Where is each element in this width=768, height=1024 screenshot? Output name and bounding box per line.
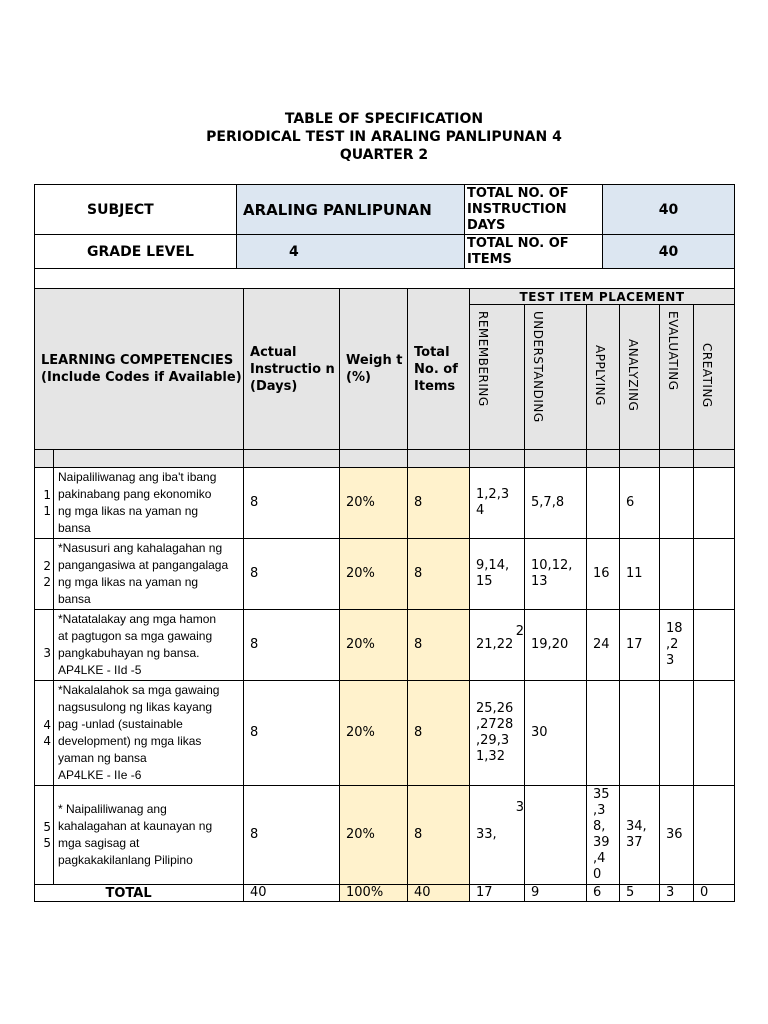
doc-subtitle: PERIODICAL TEST IN ARALING PANLIPUNAN 4 bbox=[206, 129, 562, 145]
weight-cell: 20% bbox=[340, 539, 408, 610]
competency-line: bansa bbox=[58, 521, 91, 535]
competency-line: mga sagisag at bbox=[58, 836, 140, 850]
analyzing-cell: 17 bbox=[620, 610, 660, 681]
understanding-cell: 30 bbox=[525, 681, 587, 786]
row-number-top: 2 bbox=[43, 559, 51, 573]
applying-cell bbox=[587, 468, 620, 539]
competency-line: bansa bbox=[58, 592, 91, 606]
days-cell: 8 bbox=[244, 681, 340, 786]
competency-line: *Nakalalahok sa mga gawaing bbox=[58, 683, 220, 697]
competency-text bbox=[54, 539, 244, 610]
creating-cell bbox=[694, 468, 735, 539]
evaluating-cell: 36 bbox=[660, 786, 694, 885]
row-number-bottom: 3 bbox=[43, 646, 51, 660]
competency-line: development) ng mga likas bbox=[58, 734, 202, 748]
days-label: TOTAL NO. OF INSTRUCTION DAYS bbox=[465, 185, 603, 235]
spec-table bbox=[34, 288, 735, 902]
evaluating-cell bbox=[660, 539, 694, 610]
applying-cell: 35 ,3 8, 39 ,4 0 bbox=[587, 786, 620, 885]
remembering-overflow: 3 bbox=[515, 800, 525, 815]
evaluating-label: EVALUATING bbox=[666, 311, 681, 391]
total-applying: 6 bbox=[587, 885, 620, 902]
creating-header bbox=[694, 305, 735, 450]
row-number-bottom: 2 bbox=[43, 575, 51, 589]
evaluating-header bbox=[660, 305, 694, 450]
evaluating-cell bbox=[660, 681, 694, 786]
applying-cell: 16 bbox=[587, 539, 620, 610]
understanding-header bbox=[525, 305, 587, 450]
total-label: TOTAL bbox=[54, 885, 244, 902]
row-number-top: 4 bbox=[43, 718, 51, 732]
competency-text bbox=[54, 786, 244, 885]
competency-line: * Naipaliliwanag ang bbox=[58, 802, 167, 816]
remembering-cell bbox=[470, 468, 525, 539]
weight-header: Weigh t (%) bbox=[340, 289, 408, 450]
row-number-top bbox=[35, 629, 51, 645]
items-cell: 8 bbox=[408, 786, 470, 885]
days-cell: 8 bbox=[244, 610, 340, 681]
remembering-items: 25,26 ,2728 ,29,3 1,32 bbox=[476, 701, 514, 764]
competency-line: ng mga likas na yaman ng bbox=[58, 504, 199, 518]
days-header: Actual Instructio n (Days) bbox=[244, 289, 340, 450]
competency-line: pangangasiwa at pangangalaga bbox=[58, 558, 229, 572]
competency-text bbox=[54, 468, 244, 539]
competency-line: kahalagahan at kaunayan ng bbox=[58, 819, 213, 833]
applying-cell: 24 bbox=[587, 610, 620, 681]
total-remembering: 17 bbox=[470, 885, 525, 902]
row-number bbox=[35, 539, 54, 610]
understanding-cell: 5,7,8 bbox=[525, 468, 587, 539]
subject-label: SUBJECT bbox=[35, 185, 237, 235]
items-cell: 8 bbox=[408, 539, 470, 610]
days-value: 40 bbox=[603, 185, 735, 235]
remembering-cell bbox=[470, 539, 525, 610]
analyzing-cell: 6 bbox=[620, 468, 660, 539]
competency-line: ng mga likas na yaman ng bbox=[58, 575, 199, 589]
competency-row bbox=[35, 468, 735, 539]
items-cell: 8 bbox=[408, 681, 470, 786]
understanding-cell: 19,20 bbox=[525, 610, 587, 681]
row-number bbox=[35, 610, 54, 681]
analyzing-cell: 34, 37 bbox=[620, 786, 660, 885]
understanding-label: UNDERSTANDING bbox=[531, 311, 546, 423]
remembering-items: 33, bbox=[476, 827, 497, 842]
items-cell: 8 bbox=[408, 468, 470, 539]
applying-label: APPLYING bbox=[593, 344, 608, 406]
remembering-cell bbox=[470, 610, 525, 681]
blank-row bbox=[35, 450, 735, 468]
evaluating-cell bbox=[660, 468, 694, 539]
row-number-bottom: 5 bbox=[43, 836, 51, 850]
remembering-items: 1,2,3 4 bbox=[476, 487, 510, 518]
grade-value: 4 bbox=[237, 235, 465, 269]
competency-line: pakinabang pang ekonomiko bbox=[58, 487, 212, 501]
applying-header bbox=[587, 305, 620, 450]
competencies-header: LEARNING COMPETENCIES (Include Codes if Available) bbox=[35, 289, 244, 450]
row-number-top: 1 bbox=[43, 488, 51, 502]
total-weight: 100% bbox=[340, 885, 408, 902]
analyzing-header bbox=[620, 305, 660, 450]
total-understanding: 9 bbox=[525, 885, 587, 902]
competency-text bbox=[54, 681, 244, 786]
remembering-overflow: 2 bbox=[515, 624, 525, 639]
analyzing-label: ANALYZING bbox=[626, 338, 641, 412]
competency-line: AP4LKE - IId -5 bbox=[58, 663, 142, 677]
competency-row bbox=[35, 681, 735, 786]
evaluating-cell: 18 ,2 3 bbox=[660, 610, 694, 681]
competency-line: pagkakakilanlang Pilipino bbox=[58, 853, 193, 867]
remembering-header bbox=[470, 305, 525, 450]
row-number-top: 5 bbox=[43, 820, 51, 834]
competency-line: pag -unlad (sustainable bbox=[58, 717, 183, 731]
row-number-bottom: 4 bbox=[43, 734, 51, 748]
analyzing-cell: 11 bbox=[620, 539, 660, 610]
days-cell: 8 bbox=[244, 468, 340, 539]
analyzing-cell bbox=[620, 681, 660, 786]
competency-row bbox=[35, 610, 735, 681]
competency-line: pangkabuhayan ng bansa. bbox=[58, 646, 200, 660]
total-evaluating: 3 bbox=[660, 885, 694, 902]
row-number-bottom: 1 bbox=[43, 504, 51, 518]
row-number bbox=[35, 786, 54, 885]
grade-label: GRADE LEVEL bbox=[35, 235, 237, 269]
info-table bbox=[34, 184, 735, 289]
items-cell: 8 bbox=[408, 610, 470, 681]
subject-value: ARALING PANLIPUNAN bbox=[237, 185, 465, 235]
weight-cell: 20% bbox=[340, 610, 408, 681]
total-analyzing: 5 bbox=[620, 885, 660, 902]
weight-cell: 20% bbox=[340, 468, 408, 539]
competency-text bbox=[54, 610, 244, 681]
row-number bbox=[35, 681, 54, 786]
competency-line: *Natatalakay ang mga hamon bbox=[58, 612, 217, 626]
items-label: TOTAL NO. OF ITEMS bbox=[465, 235, 603, 269]
total-items: 40 bbox=[408, 885, 470, 902]
weight-cell: 20% bbox=[340, 681, 408, 786]
creating-label: CREATING bbox=[700, 342, 715, 408]
days-cell: 8 bbox=[244, 786, 340, 885]
remembering-cell bbox=[470, 681, 525, 786]
placement-header: TEST ITEM PLACEMENT bbox=[470, 289, 735, 305]
spacer-row bbox=[35, 269, 735, 289]
competency-line: AP4LKE - IIe -6 bbox=[58, 768, 142, 782]
applying-cell bbox=[587, 681, 620, 786]
row-number bbox=[35, 468, 54, 539]
remembering-items: 9,14, 15 bbox=[476, 558, 510, 589]
doc-quarter: QUARTER 2 bbox=[339, 147, 429, 163]
total-row bbox=[35, 885, 735, 902]
remembering-label: REMEMBERING bbox=[476, 311, 491, 407]
items-value: 40 bbox=[603, 235, 735, 269]
competency-row bbox=[35, 786, 735, 885]
total-days: 40 bbox=[244, 885, 340, 902]
competency-line: yaman ng bansa bbox=[58, 751, 147, 765]
total-creating: 0 bbox=[694, 885, 735, 902]
understanding-cell bbox=[525, 786, 587, 885]
remembering-cell bbox=[470, 786, 525, 885]
creating-cell bbox=[694, 610, 735, 681]
competency-line: Naipaliliwanag ang iba't ibang bbox=[58, 470, 217, 484]
creating-cell bbox=[694, 681, 735, 786]
competency-line: nagsusulong ng likas kayang bbox=[58, 700, 213, 714]
competency-line: at pagtugon sa mga gawaing bbox=[58, 629, 213, 643]
remembering-items: 21,22 bbox=[476, 637, 514, 652]
understanding-cell: 10,12, 13 bbox=[525, 539, 587, 610]
creating-cell bbox=[694, 539, 735, 610]
creating-cell bbox=[694, 786, 735, 885]
competency-line: *Nasusuri ang kahalagahan ng bbox=[58, 541, 223, 555]
days-cell: 8 bbox=[244, 539, 340, 610]
weight-cell: 20% bbox=[340, 786, 408, 885]
doc-title: TABLE OF SPECIFICATION bbox=[284, 111, 484, 127]
total-items-header: Total No. of Items bbox=[408, 289, 470, 450]
competency-row bbox=[35, 539, 735, 610]
